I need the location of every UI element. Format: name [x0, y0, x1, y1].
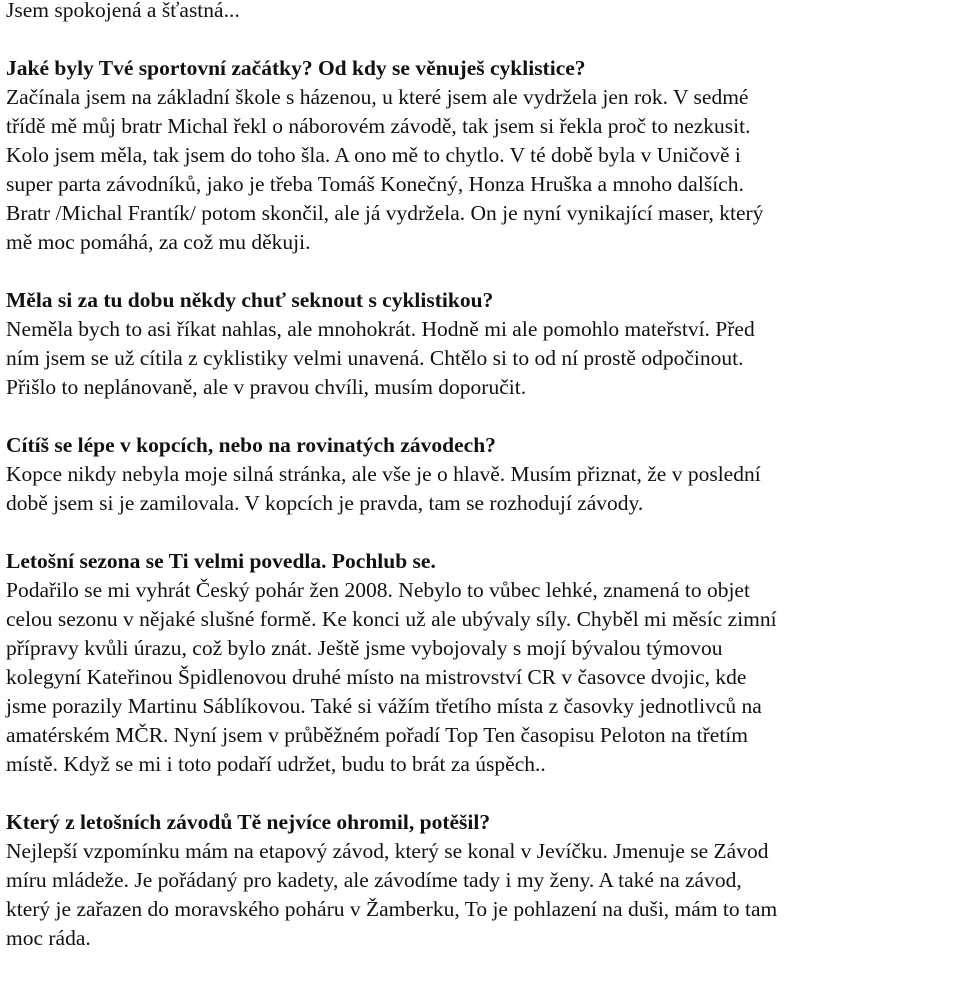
paragraph-gap: [6, 402, 956, 431]
answer-line: Podařilo se mi vyhrát Český pohár žen 2008. Nebylo to vůbec lehké, znamená to objet: [6, 578, 750, 602]
answer-line: ním jsem se už cítila z cyklistiky velmi unavená. Chtělo si to od ní prostě odpočinout.: [6, 346, 744, 370]
answer-line: Nejlepší vzpomínku mám na etapový závod, který se konal v Jevíčku. Jmenuje se Závod: [6, 839, 769, 863]
answer-line: době jsem si je zamilovala. V kopcích je pravda, tam se rozhodují závody.: [6, 491, 644, 515]
interview-question: Měla si za tu dobu někdy chuť seknout s cyklistikou?: [6, 288, 494, 312]
paragraph-gap: [6, 779, 956, 808]
answer-line: super parta závodníků, jako je třeba Tomáš Konečný, Honza Hruška a mnoho dalších.: [6, 172, 744, 196]
answer-line: amatérském MČR. Nyní jsem v průběžném pořadí Top Ten časopisu Peloton na třetím: [6, 723, 748, 747]
answer-line: Neměla bych to asi říkat nahlas, ale mnohokrát. Hodně mi ale pomohlo mateřství. Před: [6, 317, 755, 341]
answer-line: přípravy kvůli úrazu, což bylo znát. Ještě jsme vybojovaly s mojí bývalou týmovou: [6, 636, 723, 660]
paragraph-gap: [6, 518, 956, 547]
answer-line: Začínala jsem na základní škole s házenou, u které jsem ale vydržela jen rok. V sedmé: [6, 85, 749, 109]
answer-line: Bratr /Michal Frantík/ potom skončil, ale já vydržela. On je nyní vynikající maser, který: [6, 201, 764, 225]
article-page: [6, 0, 956, 953]
intro-line: Jsem spokojená a šťastná...: [6, 0, 240, 22]
answer-line: třídě mě můj bratr Michal řekl o náborovém závodě, tak jsem si řekla proč to nezkusit.: [6, 114, 751, 138]
interview-question: Cítíš se lépe v kopcích, nebo na rovinatých závodech?: [6, 433, 496, 457]
answer-line: celou sezonu v nějaké slušné formě. Ke konci už ale ubývaly síly. Chyběl mi měsíc zimní: [6, 607, 777, 631]
answer-line: moc ráda.: [6, 926, 91, 950]
paragraph-gap: [6, 257, 956, 286]
answer-line: Přišlo to neplánovaně, ale v pravou chvíli, musím doporučit.: [6, 375, 527, 399]
answer-line: místě. Když se mi i toto podaří udržet, budu to brát za úspěch..: [6, 752, 546, 776]
answer-line: kolegyní Kateřinou Špidlenovou druhé místo na mistrovství CR v časovce dvojic, kde: [6, 665, 747, 689]
answer-line: míru mládeže. Je pořádaný pro kadety, ale závodíme tady i my ženy. A také na závod,: [6, 868, 742, 892]
answer-line: který je zařazen do moravského poháru v Žamberku, To je pohlazení na duši, mám to tam: [6, 897, 778, 921]
paragraph-gap: [6, 25, 956, 54]
answer-line: Kolo jsem měla, tak jsem do toho šla. A ono mě to chytlo. V té době byla v Uničově i: [6, 143, 741, 167]
interview-question: Jaké byly Tvé sportovní začátky? Od kdy se věnuješ cyklistice?: [6, 56, 586, 80]
interview-question: Letošní sezona se Ti velmi povedla. Pochlub se.: [6, 549, 436, 573]
interview-question: Který z letošních závodů Tě nejvíce ohromil, potěšil?: [6, 810, 491, 834]
answer-line: Kopce nikdy nebyla moje silná stránka, ale vše je o hlavě. Musím přiznat, že v poslední: [6, 462, 761, 486]
answer-line: mě moc pomáhá, za což mu děkuji.: [6, 230, 311, 254]
answer-line: jsme porazily Martinu Sáblíkovou. Také si vážím třetího místa z časovky jednotlivců na: [6, 694, 762, 718]
